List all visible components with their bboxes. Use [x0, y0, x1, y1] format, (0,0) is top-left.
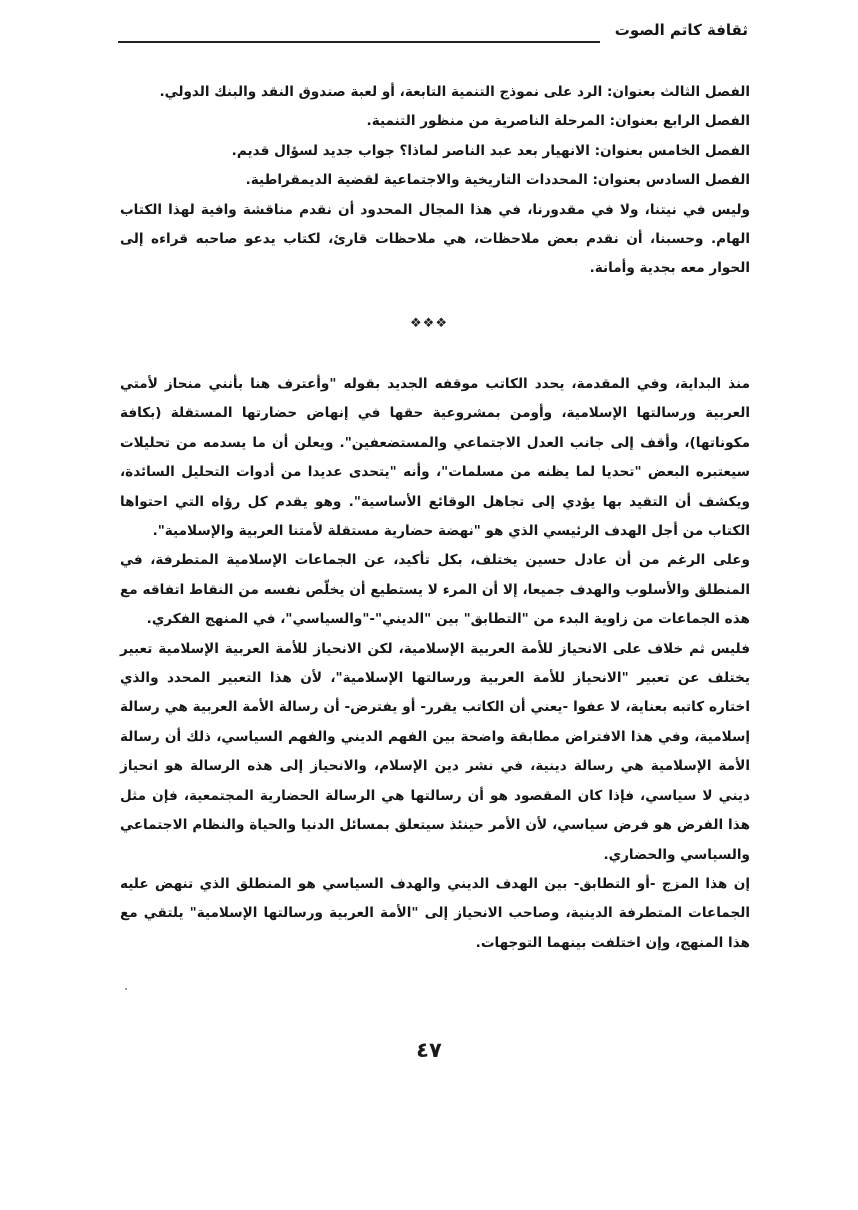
- page-number: ٤٧: [416, 1038, 442, 1062]
- paragraph: الفصل الرابع بعنوان: المرحلة الناصرية من منظور التنمية.: [366, 113, 750, 130]
- section-separator: ❖❖❖: [410, 316, 448, 331]
- chapter-list-section: [120, 78, 750, 284]
- paragraph: الفصل الثالث بعنوان: الرد على نموذج التنمية التابعة، أو لعبة صندوق النقد والبنك الدولي.: [159, 84, 750, 100]
- running-header: [118, 20, 748, 46]
- scan-speck: [125, 988, 127, 990]
- main-text-section: [120, 370, 750, 958]
- paragraph: الفصل السادس بعنوان: المحددات التاريخية والاجتماعية لقضية الديمقراطية.: [245, 172, 750, 189]
- header-title: ثقافة كاتم الصوت: [614, 21, 748, 39]
- paragraph: وليس في نيتنا، ولا في مقدورنا، في هذا المجال المحدود أن نقدم مناقشة وافية لهذا الكتاب الهام. وحسبنا، أن نقدم بعض ملاحظات، هي ملاحظات قارئ، لكتاب يدعو صاحبه قراءه إلى الحوار معه بجدية وأمانة.: [120, 201, 750, 277]
- paragraph: إن هذا المزج -أو التطابق- بين الهدف الديني والهدف السياسي هو المنطلق الذي تنهض عليه الجماعات المتطرفة الدينية، وصاحب الانحياز إلى "الأمة العربية ورسالتها الإسلامية" يلتقي مع هذا المنهج، وإن اختلفت بينهما التوجهات.: [120, 875, 750, 951]
- paragraph: منذ البداية، وفي المقدمة، يحدد الكاتب موقفه الجديد بقوله "وأعترف هنا بأنني منحاز لأمتي العربية ورسالتها الإسلامية، وأومن بمشروعية حقها في إنهاض حضارتها المستقلة (بكافة مكوناتها)، وأقف إلى جانب العدل الاجتماعي والمستضعفين". ويعلن أن ما يسدمه من تحليلات سيعتبره البعض "تحديا لما يظنه من مسلمات"، وأنه "يتحدى عديدا من أدوات التحليل السائدة، ويكشف أن التقيد بها يؤدي إلى تجاهل الوقائع الأساسية". وهو يقدم كل رؤاه التي احتواها الكتاب من أجل الهدف الرئيسي الذي هو "نهضة حضارية مستقلة لأمتنا العربية والإسلامية".: [120, 376, 750, 540]
- header-rule: [118, 41, 600, 43]
- paragraph: فليس ثم خلاف على الانحياز للأمة العربية الإسلامية، لكن الانحياز للأمة العربية الإسلامية تعبير يختلف عن تعبير "الانحياز للأمة العربية ورسالتها الإسلامية"، لأن هذا التعبير المحدد والذي اختاره كاتبه بعناية، لا عفوا -يعني أن الكاتب يقرر- أو يفترض- أن رسالة الأمة العربية هي رسالة إسلامية، وفي هذا الافتراض مطابقة واضحة بين الفهم الديني والفهم السياسي، ذلك أن رسالة الأمة الإسلامية هي رسالة دينية، في نشر دين الإسلام، والانحياز إلى هذه الرسالة هو انحياز ديني لا سياسي، فإذا كان المقصود هو أن رسالتها هي الرسالة الحضارية المجتمعية، فإن مثل هذا الفرض هو فرض سياسي، لأن الأمر حينئذ سيتعلق بمسائل الدنيا والحياة والنظام الاجتماعي والسياسي والحضاري.: [120, 640, 750, 863]
- paragraph: وعلى الرغم من أن عادل حسين يختلف، بكل تأكيد، عن الجماعات الإسلامية المتطرفة، في المنطلق والأسلوب والهدف جميعا، إلا أن المرء لا يستطيع أن يخلّص نفسه من النقاط اتفاقه مع هذه الجماعات من زاوية البدء من "التطابق" بين "الديني"-"والسياسي"، في المنهج الفكري.: [120, 552, 750, 628]
- paragraph: الفصل الخامس بعنوان: الانهيار بعد عبد الناصر لماذا؟ جواب جديد لسؤال قديم.: [231, 142, 750, 159]
